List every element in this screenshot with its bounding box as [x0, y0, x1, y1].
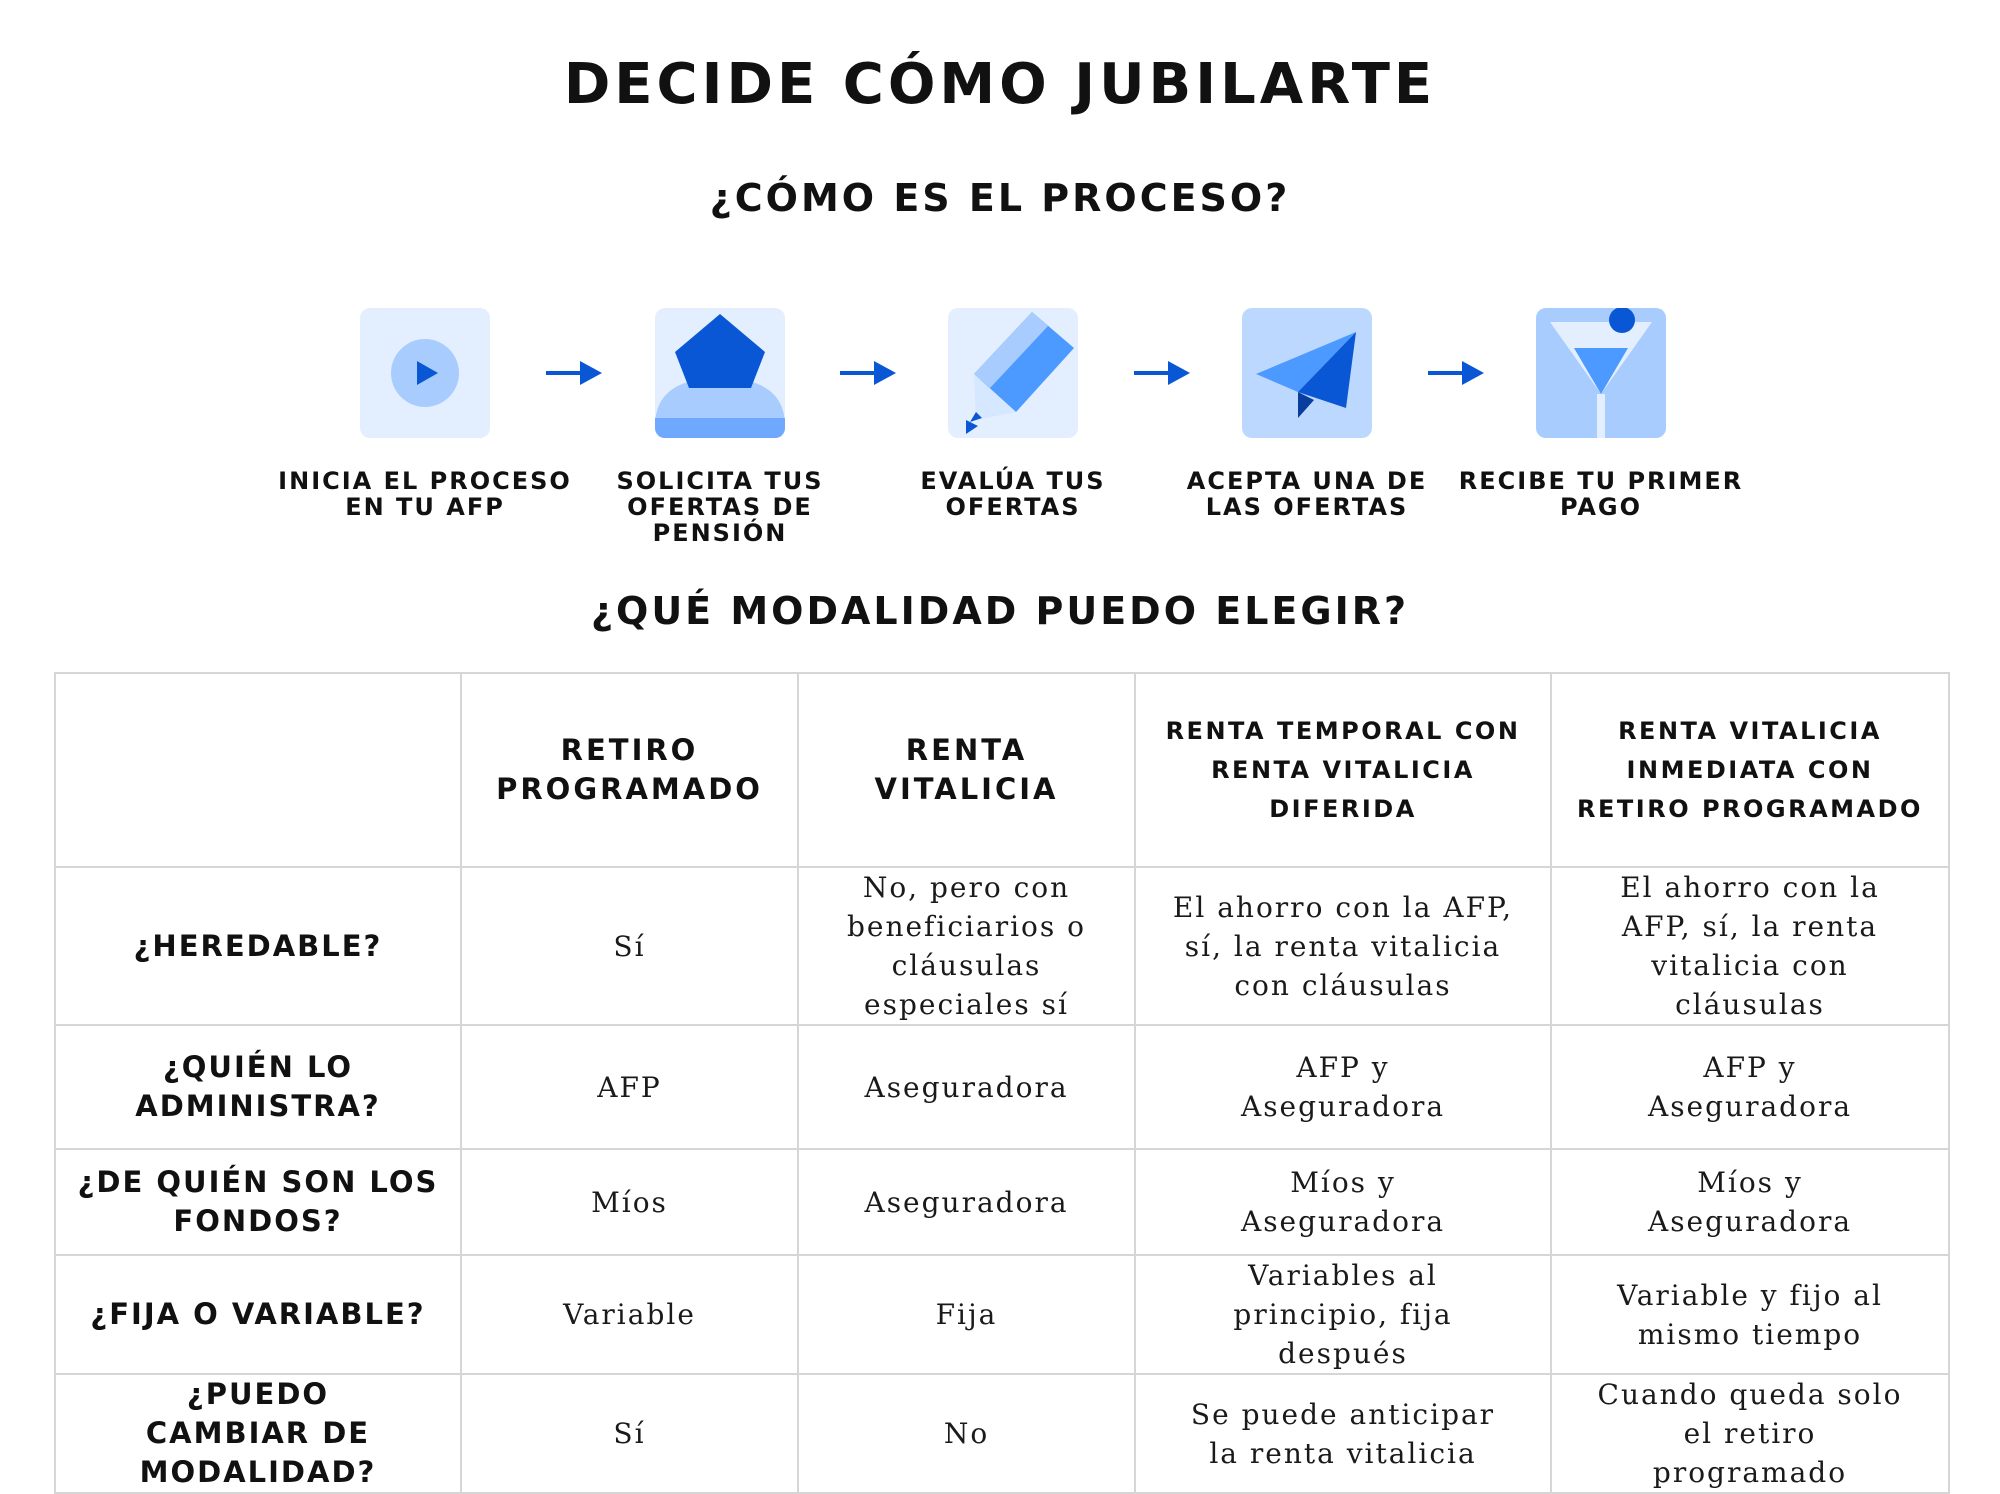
- table-row: [55, 1255, 1949, 1374]
- table-row: [55, 1025, 1949, 1149]
- column-header: RENTA TEMPORAL CON RENTA VITALICIA DIFERIDA: [1135, 673, 1551, 867]
- table-cell: Aseguradora: [798, 1149, 1135, 1255]
- step-label-5: RECIBE TU PRIMER PAGO: [1458, 467, 1744, 521]
- column-header: RENTA VITALICIA INMEDIATA CON RETIRO PROGRAMADO: [1551, 673, 1949, 867]
- table-cell: El ahorro con la AFP, sí, la renta vitalicia con cláusulas: [1551, 867, 1949, 1025]
- table-cell: Sí: [461, 867, 798, 1025]
- table-cell: Cuando queda solo el retiro programado: [1551, 1374, 1949, 1493]
- row-header: ¿DE QUIÉN SON LOS FONDOS?: [55, 1149, 461, 1255]
- table-row: [55, 867, 1949, 1025]
- table-header-row: [55, 673, 1949, 867]
- table-cell: Variable y fijo al mismo tiempo: [1551, 1255, 1949, 1374]
- column-header: RENTA VITALICIA: [798, 673, 1135, 867]
- process-heading: ¿CÓMO ES EL PROCESO?: [709, 176, 1291, 220]
- step-label-1: INICIA EL PROCESO EN TU AFP: [278, 467, 572, 521]
- arrow-right-icon: [840, 358, 896, 388]
- table-row: [55, 1374, 1949, 1493]
- arrow-right-icon: [1428, 358, 1484, 388]
- table-cell: Aseguradora: [798, 1025, 1135, 1149]
- arrow-right-icon: [1134, 358, 1190, 388]
- row-header: ¿FIJA O VARIABLE?: [55, 1255, 461, 1374]
- arrow-right-icon: [546, 358, 602, 388]
- column-header-empty: [55, 673, 461, 867]
- row-header: ¿HEREDABLE?: [55, 867, 461, 1025]
- table-cell: Variables al principio, fija después: [1135, 1255, 1551, 1374]
- column-header: RETIRO PROGRAMADO: [461, 673, 798, 867]
- step-label-2: SOLICITA TUS OFERTAS DE PENSIÓN: [616, 467, 824, 547]
- pencil-icon: [948, 308, 1078, 438]
- row-header: ¿PUEDO CAMBIAR DE MODALIDAD?: [55, 1374, 461, 1493]
- table-cell: Se puede anticipar la renta vitalicia: [1135, 1374, 1551, 1493]
- modality-table: [54, 672, 1950, 1494]
- table-cell: Sí: [461, 1374, 798, 1493]
- row-header: ¿QUIÉN LO ADMINISTRA?: [55, 1025, 461, 1149]
- paper-plane-icon: [1242, 308, 1372, 438]
- table-cell: Variable: [461, 1255, 798, 1374]
- table-cell: Fija: [798, 1255, 1135, 1374]
- step-label-4: ACEPTA UNA DE LAS OFERTAS: [1186, 467, 1428, 521]
- step-label-3: EVALÚA TUS OFERTAS: [920, 467, 1106, 521]
- table-cell: AFP y Aseguradora: [1551, 1025, 1949, 1149]
- table-cell: Míos y Aseguradora: [1135, 1149, 1551, 1255]
- modality-heading: ¿QUÉ MODALIDAD PUEDO ELEGIR?: [590, 589, 1410, 633]
- table-cell: AFP y Aseguradora: [1135, 1025, 1551, 1149]
- table-cell: AFP: [461, 1025, 798, 1149]
- table-cell: No, pero con beneficiarios o cláusulas especiales sí: [798, 867, 1135, 1025]
- process-steps: [0, 308, 2000, 547]
- table-cell: Míos y Aseguradora: [1551, 1149, 1949, 1255]
- table-cell: El ahorro con la AFP, sí, la renta vitalicia con cláusulas: [1135, 867, 1551, 1025]
- page-title: DECIDE CÓMO JUBILARTE: [563, 52, 1437, 117]
- table-cell: No: [798, 1374, 1135, 1493]
- play-icon: [360, 308, 490, 438]
- cocktail-icon: [1536, 308, 1666, 438]
- table-row: [55, 1149, 1949, 1255]
- table-cell: Míos: [461, 1149, 798, 1255]
- inbox-icon: [655, 308, 785, 438]
